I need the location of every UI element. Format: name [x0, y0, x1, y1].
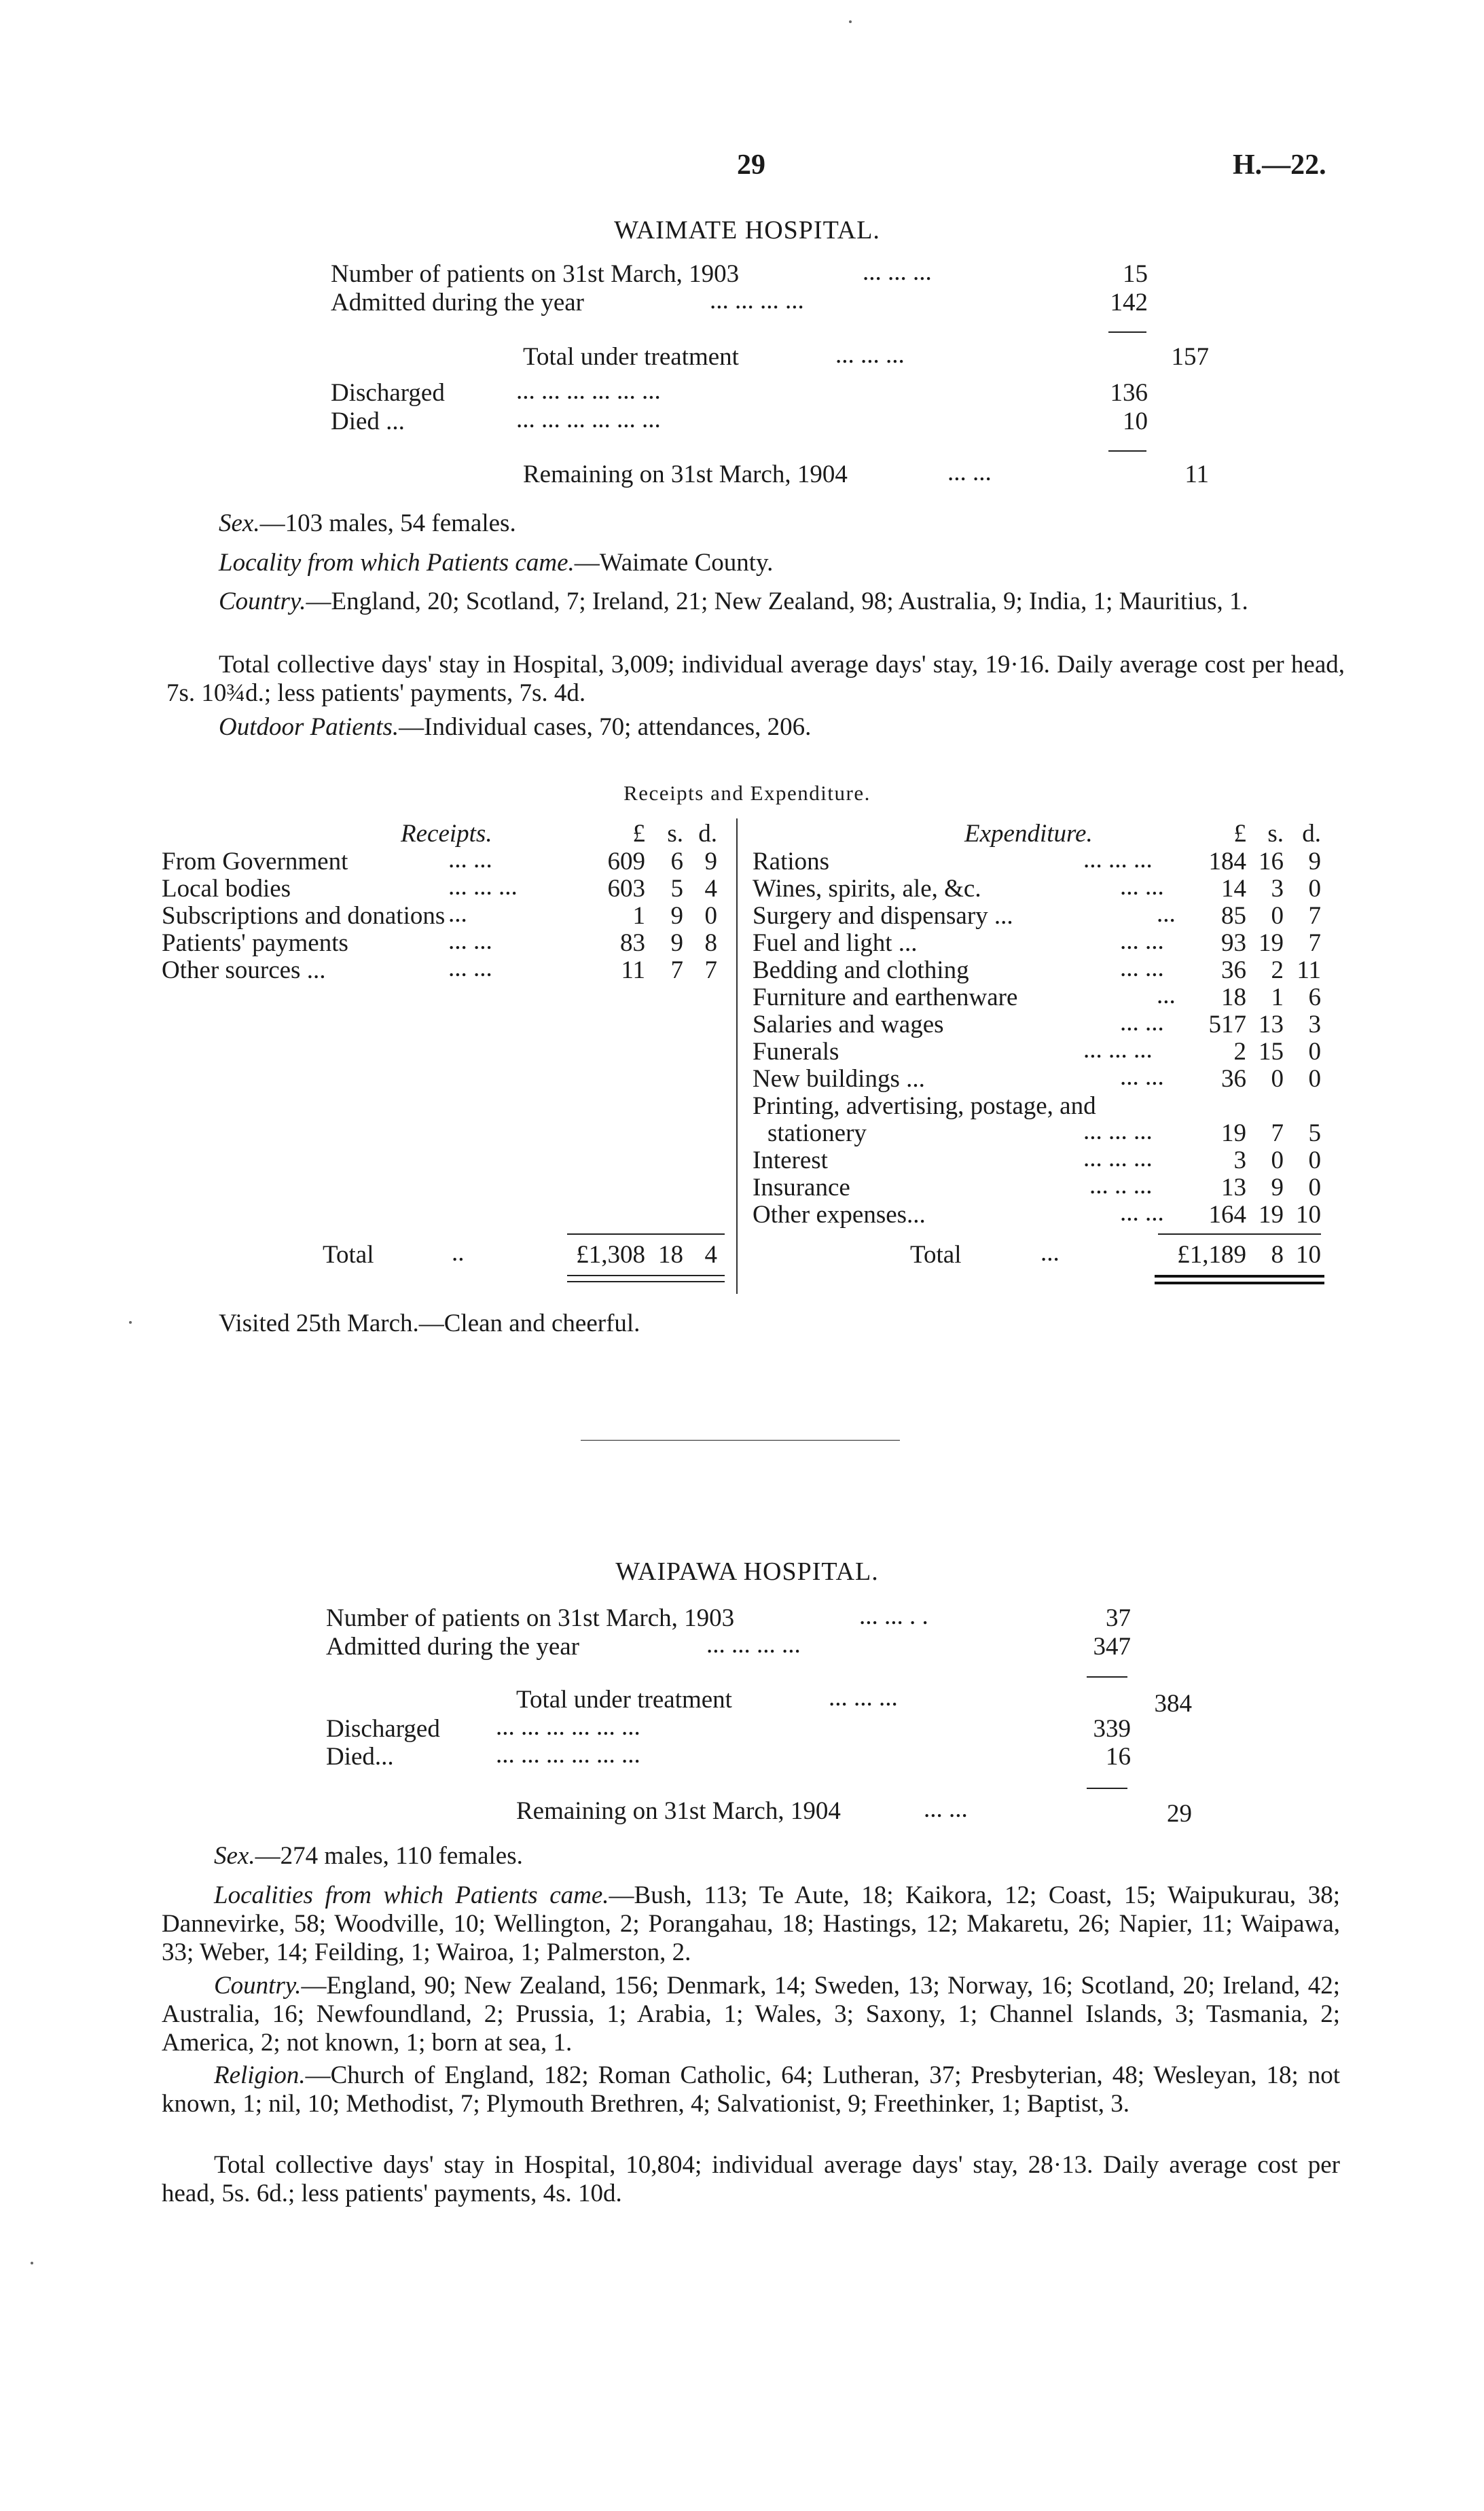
expenditure-pence: 7 — [1308, 902, 1321, 930]
waipawa-country: Country.—England, 90; New Zealand, 156; Denmark, 14; Sweden, 13; Norway, 16; Scotland, 20; Ireland, 42; Australia, 16; Newfoundland, 2; Prussia, 1; Arabia, 1; Wales, 3; Saxony, 1; Channel Islands, 3; Tasmania, 2; America, 2; not known, 1; born at sea, 1. — [162, 1972, 1340, 2057]
receipt-label: Other sources ... — [162, 956, 326, 984]
expenditure-shilling: 15 — [1259, 1038, 1284, 1066]
receipt-pence: 4 — [704, 875, 717, 903]
receipt-shilling: 6 — [670, 848, 683, 875]
stat-label: Admitted during the year — [331, 289, 584, 317]
receipt-label: Subscriptions and donations — [162, 902, 446, 930]
stat-label: Discharged — [326, 1715, 440, 1743]
stat-value: 136 — [1110, 379, 1148, 407]
receipts-total-label: Total — [323, 1241, 374, 1269]
expenditure-shilling: 9 — [1271, 1174, 1284, 1202]
expenditure-shilling: 3 — [1271, 875, 1284, 903]
expenditure-dots: ... ... ... — [1083, 1036, 1153, 1064]
stat-dots: ... ... ... — [835, 341, 905, 369]
expenditure-shilling: 0 — [1271, 902, 1284, 930]
expenditure-dots: ... ... ... — [1083, 1117, 1153, 1145]
expenditure-pound: 85 — [1221, 902, 1246, 930]
expenditure-label: Interest — [753, 1146, 828, 1174]
page-number: 29 — [737, 149, 765, 181]
receipt-shilling: 9 — [670, 929, 683, 957]
expenditure-pound: 18 — [1221, 983, 1246, 1011]
expenditure-label: Other expenses... — [753, 1201, 926, 1229]
stat-dots: ... ... — [924, 1795, 968, 1823]
expenditure-pence: 0 — [1308, 1174, 1321, 1202]
receipt-pound: 1 — [632, 902, 645, 930]
expenditure-label: stationery — [767, 1119, 867, 1147]
receipt-label: Patients' payments — [162, 929, 348, 957]
expenditure-pound: 164 — [1208, 1201, 1246, 1229]
stat-value: 347 — [1093, 1633, 1131, 1661]
receipts-heading: Receipts. — [401, 820, 492, 848]
expenditure-label: Salaries and wages — [753, 1011, 944, 1038]
receipt-pence: 9 — [704, 848, 717, 875]
expenditure-shilling: 0 — [1271, 1146, 1284, 1174]
expenditure-pence: 10 — [1296, 1201, 1321, 1229]
expenditure-label: Furniture and earthenware — [753, 983, 1018, 1011]
waipawa-localities: Localities from which Patients came.—Bush, 113; Te Aute, 18; Kaikora, 12; Coast, 15; Waipukurau, 38; Dannevirke, 58; Woodville, 10; Wellington, 2; Porangahau, 18; Hastings, 12; Makaretu, 26; Napier, 11; Waipawa, 33; Weber, 14; Feilding, 1; Wairoa, 1; Palmerston, 2. — [162, 1881, 1340, 1966]
expenditure-col-shilling: s. — [1267, 820, 1284, 848]
stat-dots: ... ... ... ... — [706, 1631, 801, 1659]
receipt-label: From Government — [162, 848, 348, 875]
stat-dots: ... ... ... — [863, 258, 932, 286]
receipt-shilling: 7 — [670, 956, 683, 984]
receipt-dots: ... ... — [448, 927, 492, 955]
expenditure-pence: 0 — [1308, 875, 1321, 903]
expenditure-dots: ... ... — [1120, 927, 1164, 955]
scan-speck — [129, 1321, 132, 1324]
expenditure-pence: 0 — [1308, 1038, 1321, 1066]
expenditure-total-label: Total — [910, 1241, 962, 1269]
expenditure-label: Surgery and dispensary ... — [753, 902, 1013, 930]
receipt-pound: 11 — [621, 956, 645, 984]
stat-value: 142 — [1110, 289, 1148, 317]
stat-value: 11 — [1184, 460, 1209, 488]
waimate-sex: Sex.—103 males, 54 females. — [219, 509, 516, 537]
expenditure-dots: ... ... ... — [1083, 1144, 1153, 1172]
expenditure-dots: ... ... — [1120, 873, 1164, 901]
waimate-outdoor: Outdoor Patients.—Individual cases, 70; attendances, 206. — [219, 713, 812, 741]
expenditure-pound: 13 — [1221, 1174, 1246, 1202]
stat-label: Number of patients on 31st March, 1903 — [331, 260, 740, 288]
expenditure-heading: Expenditure. — [964, 820, 1093, 848]
stat-value: 37 — [1106, 1604, 1131, 1632]
receipt-dots: ... ... ... — [448, 873, 518, 901]
expenditure-total-pence: 10 — [1296, 1241, 1321, 1269]
expenditure-dots: ... ... — [1120, 1199, 1164, 1227]
waipawa-title: WAIPAWA HOSPITAL. — [615, 1557, 879, 1586]
expenditure-pence: 11 — [1297, 956, 1321, 984]
expenditure-pound: 184 — [1208, 848, 1246, 875]
expenditure-label: Insurance — [753, 1174, 850, 1202]
stat-dots: ... ... ... ... ... ... — [496, 1713, 640, 1741]
receipt-pence: 0 — [704, 902, 717, 930]
stat-value: 15 — [1123, 260, 1148, 288]
expenditure-pence: 0 — [1308, 1065, 1321, 1093]
receipt-label: Local bodies — [162, 875, 291, 903]
expenditure-label: Funerals — [753, 1038, 839, 1066]
expenditure-dots: ... ... ... — [1083, 846, 1153, 873]
receipts-col-shilling: s. — [667, 820, 683, 848]
stat-value: 16 — [1106, 1743, 1131, 1771]
scan-speck — [849, 20, 852, 23]
stat-label: Total under treatment — [516, 1686, 732, 1714]
expenditure-pound: 19 — [1221, 1119, 1246, 1147]
receipts-col-pound: £ — [632, 820, 645, 848]
receipts-total-shilling: 18 — [658, 1241, 683, 1269]
stat-label: Remaining on 31st March, 1904 — [523, 460, 848, 488]
waimate-stay: Total collective days' stay in Hospital, 3,009; individual average days' stay, 19·16. Daily average cost per head, 7s. 10¾d.; less patients' payments, 7s. 4d. — [166, 651, 1345, 707]
waimate-locality: Locality from which Patients came.—Waimate County. — [219, 549, 774, 577]
receipt-dots: ... — [448, 900, 467, 928]
stat-label: Total under treatment — [523, 343, 739, 371]
expenditure-col-pound: £ — [1233, 820, 1246, 848]
stat-label: Died... — [326, 1743, 394, 1771]
expenditure-shilling: 7 — [1271, 1119, 1284, 1147]
waimate-visited: Visited 25th March.—Clean and cheerful. — [219, 1309, 640, 1337]
receipts-col-pence: d. — [698, 820, 717, 848]
receipt-dots: ... ... — [448, 846, 492, 873]
expenditure-dots: ... — [1157, 981, 1176, 1009]
expenditure-pound: 3 — [1233, 1146, 1246, 1174]
waipawa-religion: Religion.—Church of England, 182; Roman Catholic, 64; Lutheran, 37; Presbyterian, 48; Wesleyan, 18; not known, 1; nil, 10; Methodist, 7; Plymouth Brethren, 4; Salvationist, 9; Freethinker, 1; Baptist, 3. — [162, 2061, 1340, 2118]
receipt-pound: 603 — [607, 875, 645, 903]
expenditure-dots: ... — [1157, 900, 1176, 928]
expenditure-shilling: 16 — [1259, 848, 1284, 875]
receipts-total-pound: £1,308 — [576, 1241, 645, 1269]
expenditure-pound: 14 — [1221, 875, 1246, 903]
expenditure-col-pence: d. — [1302, 820, 1321, 848]
expenditure-pence: 9 — [1308, 848, 1321, 875]
expenditure-label: Fuel and light ... — [753, 929, 918, 957]
stat-label: Number of patients on 31st March, 1903 — [326, 1604, 735, 1632]
expenditure-dots: ... ... — [1120, 1063, 1164, 1091]
expenditure-dots: ... ... — [1120, 954, 1164, 982]
receipt-pence: 8 — [704, 929, 717, 957]
waipawa-stay: Total collective days' stay in Hospital, 10,804; individual average days' stay, 28·13. Daily average cost per head, 5s. 6d.; less patients' payments, 4s. 10d. — [162, 2151, 1340, 2207]
receipt-shilling: 9 — [670, 902, 683, 930]
waipawa-sex: Sex.—274 males, 110 females. — [214, 1842, 523, 1870]
expenditure-pence: 3 — [1308, 1011, 1321, 1038]
expenditure-pound: 36 — [1221, 1065, 1246, 1093]
expenditure-label: Rations — [753, 848, 830, 875]
expenditure-label: Printing, advertising, postage, and — [753, 1092, 1096, 1120]
stat-value: 29 — [1167, 1800, 1192, 1828]
expenditure-pound: 2 — [1233, 1038, 1246, 1066]
stat-dots: ... ... . . — [859, 1602, 928, 1630]
expenditure-shilling: 0 — [1271, 1065, 1284, 1093]
receipts-total-pence: 4 — [704, 1241, 717, 1269]
receipt-pound: 83 — [620, 929, 645, 957]
expenditure-pound: 36 — [1221, 956, 1246, 984]
expenditure-pence: 7 — [1308, 929, 1321, 957]
stat-label: Remaining on 31st March, 1904 — [516, 1797, 841, 1825]
section-divider — [581, 1440, 900, 1441]
stat-dots: ... ... ... ... ... ... — [496, 1741, 640, 1769]
expenditure-dots: ... .. ... — [1089, 1172, 1153, 1199]
expenditure-label: Bedding and clothing — [753, 956, 969, 984]
stat-value: 339 — [1093, 1715, 1131, 1743]
expenditure-pence: 0 — [1308, 1146, 1321, 1174]
expenditure-shilling: 2 — [1271, 956, 1284, 984]
stat-dots: ... ... — [947, 458, 992, 486]
waimate-title: WAIMATE HOSPITAL. — [614, 216, 880, 245]
receipt-pence: 7 — [704, 956, 717, 984]
stat-dots: ... ... ... ... ... ... — [516, 377, 661, 405]
stat-dots: ... ... ... ... — [710, 287, 804, 314]
expenditure-pound: 517 — [1208, 1011, 1246, 1038]
receipts-total-dots: .. — [452, 1239, 465, 1267]
expenditure-label: Wines, spirits, ale, &c. — [753, 875, 981, 903]
waimate-country: Country.—England, 20; Scotland, 7; Ireland, 21; New Zealand, 98; Australia, 9; India, 1; Mauritius, 1. — [219, 588, 1248, 615]
re-title: Receipts and Expenditure. — [623, 781, 871, 805]
stat-dots: ... ... ... ... ... ... — [516, 405, 661, 433]
expenditure-pence: 6 — [1308, 983, 1321, 1011]
stat-label: Discharged — [331, 379, 445, 407]
expenditure-total-pound: £1,189 — [1177, 1241, 1246, 1269]
stat-label: Admitted during the year — [326, 1633, 579, 1661]
stat-value: 10 — [1123, 408, 1148, 435]
stat-dots: ... ... ... — [829, 1684, 898, 1712]
scan-speck — [31, 2262, 33, 2264]
receipt-dots: ... ... — [448, 954, 492, 982]
expenditure-shilling: 1 — [1271, 983, 1284, 1011]
page-reference: H.—22. — [1233, 149, 1326, 181]
expenditure-pound: 93 — [1221, 929, 1246, 957]
expenditure-shilling: 19 — [1259, 1201, 1284, 1229]
expenditure-total-shilling: 8 — [1271, 1241, 1284, 1269]
expenditure-shilling: 19 — [1259, 929, 1284, 957]
stat-value: 384 — [1154, 1690, 1192, 1718]
receipt-shilling: 5 — [670, 875, 683, 903]
expenditure-total-dots: ... — [1040, 1239, 1060, 1267]
stat-label: Died ... — [331, 408, 405, 435]
expenditure-pence: 5 — [1308, 1119, 1321, 1147]
expenditure-shilling: 13 — [1259, 1011, 1284, 1038]
stat-value: 157 — [1171, 343, 1209, 371]
expenditure-dots: ... ... — [1120, 1009, 1164, 1036]
expenditure-label: New buildings ... — [753, 1065, 925, 1093]
receipt-pound: 609 — [607, 848, 645, 875]
